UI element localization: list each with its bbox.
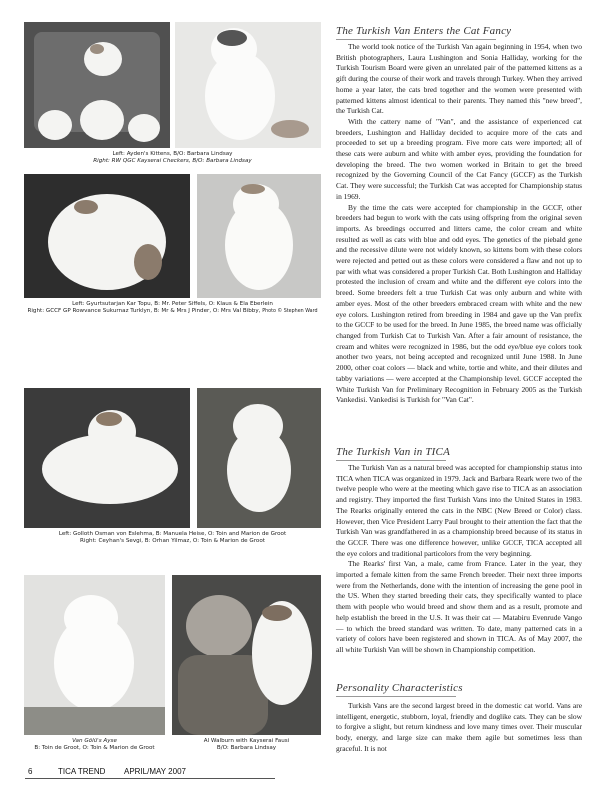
caption-line: Left: Golloth Osman von Eslehma, B: Manuela Heise, O: Toin and Marion de Groot — [58, 531, 287, 537]
article-body-tica — [336, 463, 582, 656]
caption-line: Left: Gyurtsutarjan Kar Topu, B: Mr. Peter Siffels, O: Klaus & Ela Eberlein — [72, 301, 273, 307]
section-title-tica: The Turkish Van in TICA — [336, 446, 451, 458]
paragraph: With the cattery name of "Van", and the assistance of experienced cat breeders, Lushington and Halliday decided to acquire more of the cats and proceeded to set up a breeding program. Five more cats were imported; all of these cats were auburn and white with amber eyes, providing the foundation for developing the breed. The two women worked in Britain to get the breed recognized by the Governing Council of the Cat Fancy (GCCF) as the Turkish Cat. They were successful; the Turkish Cat was accepted for Championship status in 1969. — [336, 116, 582, 201]
photo-kar-topu — [24, 174, 190, 298]
paragraph: Turkish Vans are the second largest breed in the domestic cat world. Vans are intelligent, energetic, stubborn, loyal, friendly and doglike cats. They can be slow to forgive a slight, but return kindness and love many times over. Their muscular body, energy, and large size can make them agile but sometimes less than graceful. It is not — [336, 701, 582, 753]
caption-line: B: Toin de Groot, O: Toin & Marion de Groot — [34, 745, 155, 751]
caption-row-2 — [24, 301, 321, 315]
paragraph: The Turkish Van as a natural breed was accepted for championship status into TICA when TICA was organized in 1979. Jack and Barbara Reark were two of the twelve people who were at the meeting which gave rise to TICA as an association and registry. They imported the first Turkish Vans into the United States in 1983. The Rearks originally entered the cats in the NBC (New Breed or Color) class. However, then Vice President Larry Paul brought to their attention the fact that the Turkish Van was grandfathered in as a championship breed because of its status in the GCCF. There was one difference however, unlike GCCF, TICA accepted all the eye colors and traditional particolors from the very beginning. — [336, 463, 582, 558]
photo-credit: Photo © Stephen Ward — [262, 309, 318, 314]
paragraph: The Rearks' first Van, a male, came from France. Later in the year, they imported a female kitten from the same French breeder. Their next three imports were from the Netherlands, done with the intention of increasing the gene pool in the US. When they started breeding their cats, they specifically wanted to place them with people who would breed and show them and as a result, promote and help establish the breed in the U.S. It was their cat — Matabiru Evenrude Vango — to which the breed standard was written. To date, many patterned cats in a variety of colors have been registered and shown in TICA. As of May 2007, the all white Turkish Van will be shown in Championship competition. — [336, 559, 582, 654]
caption-line: Left: Ayden's Kittens, B/O: Barbara Lindsay — [112, 151, 233, 157]
footer-rule — [25, 778, 275, 779]
issue-date: APRIL/MAY 2007 — [124, 767, 186, 776]
photo-aydens-kittens — [24, 22, 170, 148]
section-title-personality: Personality Characteristics — [336, 682, 463, 694]
paragraph: The world took notice of the Turkish Van again beginning in 1954, when two British photographers, Laura Lushington and Sonia Halliday, working for the Turkish Tourism Board were given an unrelated pair of the patterned kittens as a gift during the course of their work and travels through Turkey. When they arrived home a year later, the cats bred together and the women were presented with patterned kittens almost identical to their parents. They named this "new breed", the Turkish Cat. — [336, 42, 582, 116]
photo-kayserai-checkers — [175, 22, 321, 148]
article-body-cat-fancy — [336, 42, 582, 406]
caption-van-golus-ayse — [24, 738, 165, 752]
caption-line: Right: Ceyhan's Sevgi, B: Orhan Yilmaz, O: Toin & Marion de Groot — [80, 538, 265, 544]
caption-row-1 — [24, 151, 321, 165]
caption-line: B/O: Barbara Lindsay — [216, 745, 277, 751]
photo-golloth-osman — [24, 388, 190, 528]
paragraph: By the time the cats were accepted for championship in the GCCF, other breeders had begun to work with the cats using offspring from the original seven imports. As breedings occurred and litters came, the color cream and white resulted as well as cats with blue and odd eyes. The genetics of the piebald gene and the recessive dilute were not widely known, so kittens born with these colors were rejected and petted out as these colors were considered a flaw and not up to par with what was considered a proper Turkish Cat. Both Lushington and Halliday protested the inclusion of cream and white and the different eye colors into the breed. Some breeders felt a true Turkish Cat was only auburn and white with amber eyes. Most of the other breeders embraced cream with white and the new eye colors. Lushington retired from breeding in 1984 and gave up the Van prefix to the GCCF to be used for the breed. In June 1985, the breed name was officially changed from Turkish Cat to Turkish Van. After a fair amount of resistance, the cream and whites were recognized in 1986, but the odd eye/blue eye colors took another two years, not being accepted and recognized until June 1988. In June 2000, other coat colors — black and white, tortie and white, and their dilutes and tabby variations — were accepted at the Championship level. GCCF accepted the White Turkish Van for Preliminary Recognition in February 2005 as the Turkish Vankedisi. Vankedisi is Turkish for "Van Cat". — [336, 202, 582, 405]
section-rule — [336, 39, 496, 40]
photo-al-walburn — [172, 575, 321, 735]
photo-van-golus-ayse — [24, 575, 165, 735]
caption-line: Al Walburn with Kayserai Fausi — [203, 738, 290, 744]
magazine-name: TICA TREND — [58, 767, 106, 776]
photo-ceyhans-sevgi — [197, 388, 321, 528]
caption-al-walburn — [172, 738, 321, 752]
caption-line: Right: RW QGC Kayserai Checkers, B/O: Barbara Lindsay — [93, 158, 252, 164]
page-number: 6 — [28, 767, 33, 776]
caption-line: Van Gölü's Ayse — [72, 738, 117, 744]
caption-row-3 — [24, 531, 321, 545]
caption-line: Right: GCCF GP Rowvance Sukurnaz Turklyn, B: Mr & Mrs J Pinder, O: Mrs Val Bibby, — [27, 308, 261, 314]
section-rule — [336, 696, 456, 697]
photo-sukurnaz-turklyn — [197, 174, 321, 298]
section-rule — [336, 460, 446, 461]
article-body-personality — [336, 701, 582, 755]
section-title-cat-fancy: The Turkish Van Enters the Cat Fancy — [336, 25, 512, 37]
